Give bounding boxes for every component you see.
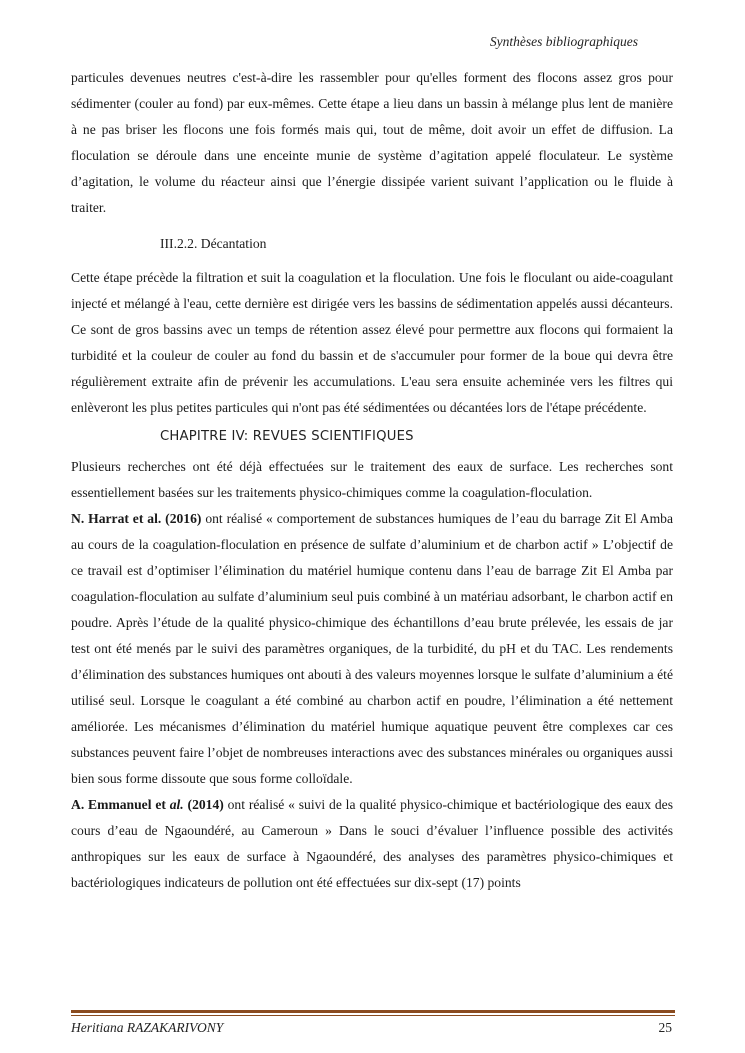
- citation-harrat: N. Harrat et al. (2016): [71, 511, 202, 526]
- page-number: 25: [658, 1020, 672, 1035]
- paragraph-harrat: [71, 506, 673, 792]
- paragraph-emmanuel-text: ont réalisé « suivi de la qualité physico-chimique et bactériologique des eaux des cours d’eau de Ngaoundéré, au Cameroun » Dans le souci d’évaluer l’influence possible des activités anthropiques sur les eaux de surface à Ngaoundéré, des analyses des paramètres physico-chimiques et bactériologiques indicateurs de pollution ont été effectuées sur dix-sept (17) points: [71, 797, 673, 890]
- footer-rule-thin: [71, 1015, 675, 1016]
- citation-emmanuel-al: al.: [169, 797, 184, 812]
- document-body: [71, 65, 673, 896]
- section-heading-decantation: III.2.2. Décantation: [160, 236, 267, 251]
- paragraph-intro: Plusieurs recherches ont été déjà effectuées sur le traitement des eaux de surface. Les recherches sont essentiellement basées sur les traitements physico-chimiques comme la coagulation-floculation.: [71, 459, 673, 500]
- footer-author: Heritiana RAZAKARIVONY: [71, 1020, 224, 1035]
- paragraph-emmanuel: [71, 792, 673, 896]
- paragraph-decantation: Cette étape précède la filtration et suit la coagulation et la floculation. Une fois le floculant ou aide-coagulant injecté et mélangé à l'eau, cette dernière est dirigée vers les bassins de sédimentation appelés aussi décanteurs. Ce sont de gros bassins avec un temps de rétention assez élevé pour permettre aux flocons qui formaient la turbidité et la couleur de couler au fond du bassin et de s'accumuler pour former de la boue qui devra être régulièrement extraite afin de prévenir les accumulations. L'eau sera ensuite acheminée vers les filtres qui enlèveront les plus petites particules qui n'ont pas été sédimentées ou décantées lors de l'étape précédente.: [71, 270, 673, 415]
- footer-rule-thick: [71, 1010, 675, 1013]
- paragraph-floculation: particules devenues neutres c'est-à-dire les rassembler pour qu'elles forment des flocons assez gros pour sédimenter (couler au fond) par eux-mêmes. Cette étape a lieu dans un bassin à mélange plus lent de manière à ne pas briser les flocons une fois formés mais qui, tout de même, doit avoir un effet de diffusion. La floculation se déroule dans une enceinte munie de système d’agitation appelé floculateur. Le système d’agitation, le volume du réacteur ainsi que l’énergie dissipée varient suivant l’application ou le fluide à traiter.: [71, 70, 673, 215]
- citation-emmanuel-author: A. Emmanuel et: [71, 797, 170, 812]
- paragraph-harrat-text: ont réalisé « comportement de substances humiques de l’eau du barrage Zit El Amba au cours de la coagulation-floculation en présence de sulfate d’aluminium et de charbon actif » L’objectif de ce travail est d’optimiser l’élimination du matériel humique contenu dans l’eau de barrage Zit El Amba par coagulation-floculation au sulfate d’aluminium seul puis combiné à un matériau adsorbant, le charbon actif en poudre. Après l’étude de la qualité physico-chimique des échantillons d’eau brute prélevée, les essais de jar test ont été menés par le suivi des paramètres organiques, de la turbidité, du pH et du TAC. Les rendements d’élimination des substances humiques ont abouti à des valeurs moyennes lorsque le sulfate d’aluminium a été utilisé seul. Lorsque le coagulant a été combiné au charbon actif en poudre, l’élimination a été nettement améliorée. Les mécanismes d’élimination du matériel humique aquatique peuvent être complexes car ces substances peuvent faire l’objet de nombreuses interactions avec des substances minérales ou organiques aussi bien sous forme dissoute que sous forme colloïdale.: [71, 511, 673, 786]
- citation-emmanuel-year: (2014): [183, 797, 224, 812]
- running-header: Synthèses bibliographiques: [489, 34, 638, 49]
- chapter-heading: CHAPITRE IV: REVUES SCIENTIFIQUES: [160, 429, 414, 444]
